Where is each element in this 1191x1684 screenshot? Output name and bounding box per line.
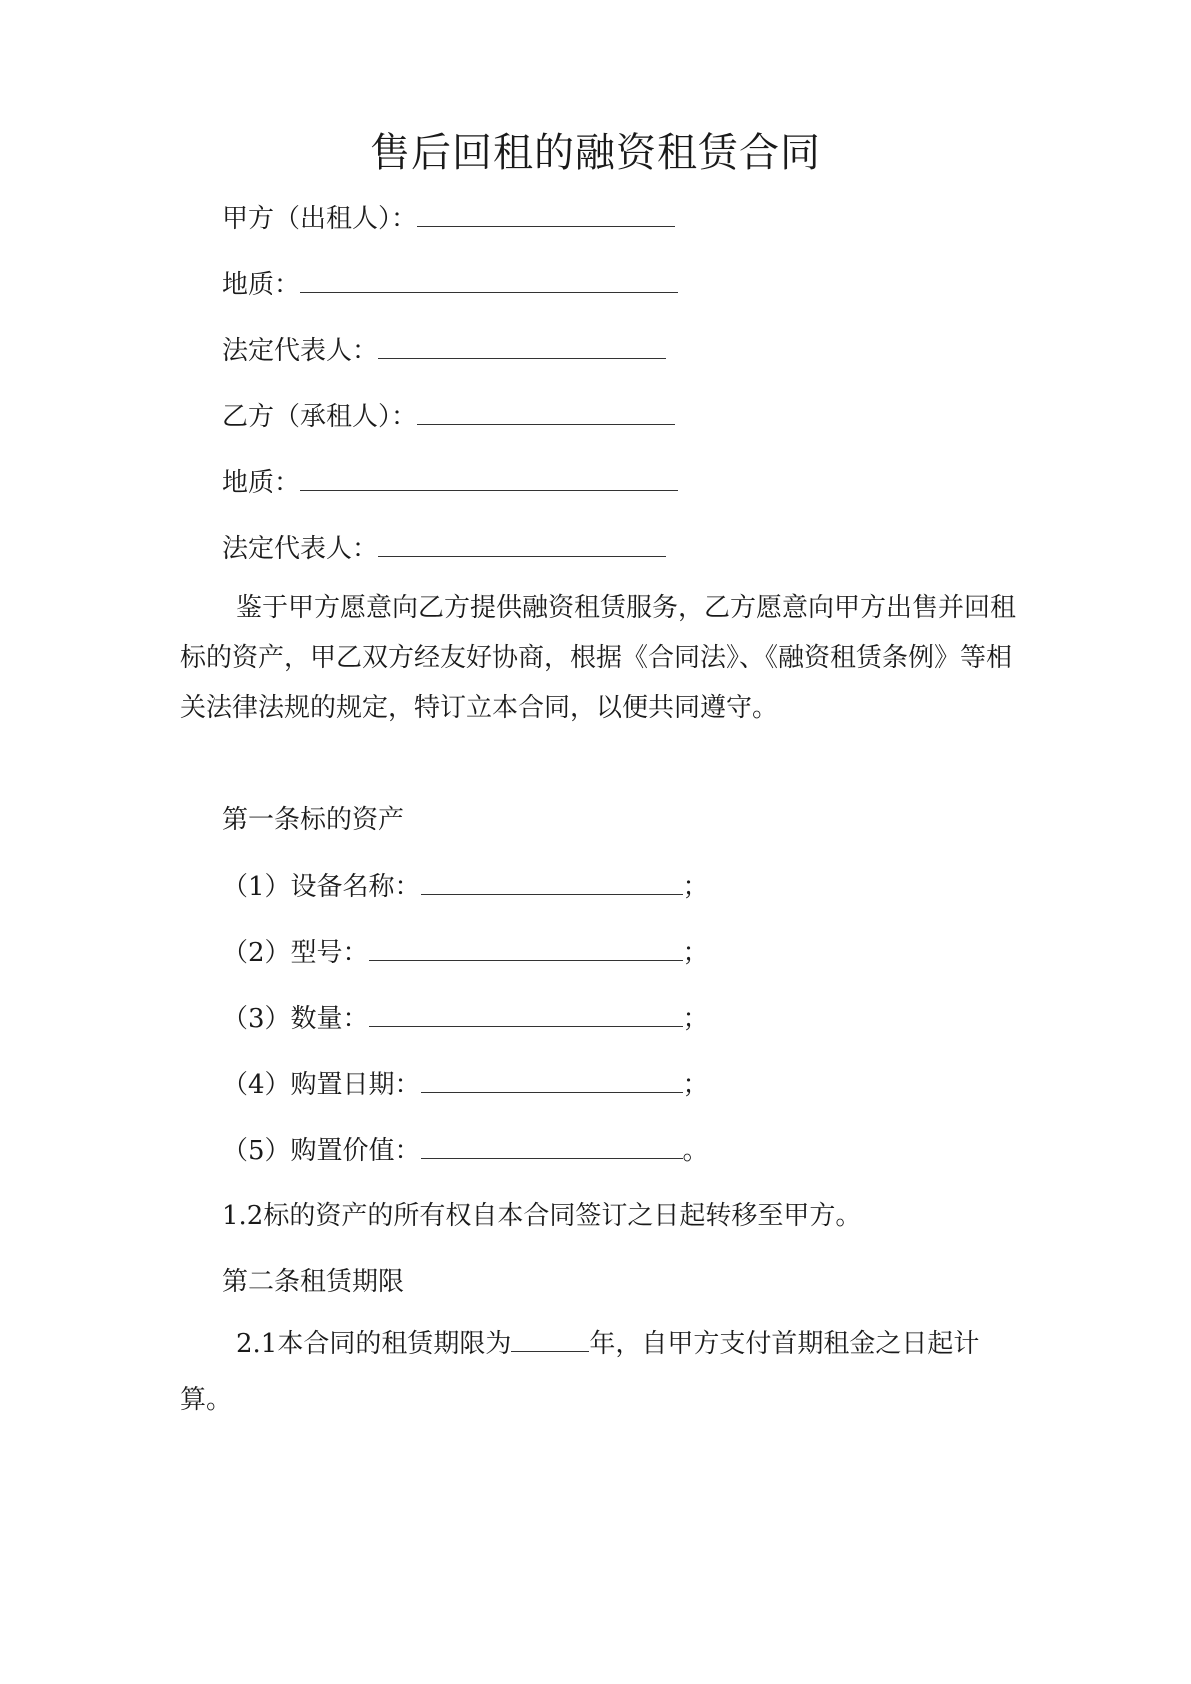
party-b-line xyxy=(222,398,675,435)
party-a-address-line xyxy=(222,266,678,303)
party-a-rep-line xyxy=(222,332,666,369)
party-a-address-label: 地质： xyxy=(222,270,301,300)
clause-2-1 xyxy=(180,1316,1020,1428)
clause-2-1-after: 年，自甲方支付首期租金之日起计算。 xyxy=(180,1329,980,1415)
party-b-address-blank[interactable] xyxy=(300,464,678,491)
party-a-label: 甲方（出租人）： xyxy=(222,204,418,234)
lease-term-blank[interactable] xyxy=(511,1325,589,1352)
item-5-blank[interactable] xyxy=(421,1132,683,1159)
item-2-label: （2）型号： xyxy=(222,938,369,968)
party-a-rep-blank[interactable] xyxy=(378,332,666,359)
item-5-label: （5）购置价值： xyxy=(222,1136,421,1166)
item-2-blank[interactable] xyxy=(369,934,683,961)
item-4-label: （4）购置日期： xyxy=(222,1070,421,1100)
item-3-end: ； xyxy=(682,1004,709,1034)
party-b-address-line xyxy=(222,464,678,501)
party-a-rep-label: 法定代表人： xyxy=(222,336,379,366)
item-1-blank[interactable] xyxy=(421,868,683,895)
party-b-label: 乙方（承租人）： xyxy=(222,402,418,432)
item-1-end: ； xyxy=(682,872,709,902)
item-2-end: ； xyxy=(682,938,709,968)
party-a-address-blank[interactable] xyxy=(300,266,678,293)
article2-heading: 第二条租赁期限 xyxy=(222,1267,405,1297)
document-title: 售后回租的融资租赁合同 xyxy=(370,130,821,176)
item-3-line xyxy=(222,1000,709,1037)
item-2-line xyxy=(222,934,709,971)
article1-heading: 第一条标的资产 xyxy=(222,805,405,835)
item-1-line xyxy=(222,868,709,905)
item-5-end: 。 xyxy=(682,1136,709,1166)
party-b-rep-label: 法定代表人： xyxy=(222,534,379,564)
party-a-blank[interactable] xyxy=(417,200,675,227)
clause-2-1-before: 2.1本合同的租赁期限为 xyxy=(236,1329,512,1359)
party-b-rep-blank[interactable] xyxy=(378,530,666,557)
party-b-address-label: 地质： xyxy=(222,468,301,498)
item-5-line xyxy=(222,1132,709,1169)
item-3-label: （3）数量： xyxy=(222,1004,369,1034)
item-4-end: ； xyxy=(682,1070,709,1100)
party-a-line xyxy=(222,200,675,237)
item-4-blank[interactable] xyxy=(421,1066,683,1093)
item-3-blank[interactable] xyxy=(369,1000,683,1027)
item-4-line xyxy=(222,1066,709,1103)
clause-1-2: 1.2标的资产的所有权自本合同签订之日起转移至甲方。 xyxy=(222,1201,862,1231)
party-b-rep-line xyxy=(222,530,666,567)
item-1-label: （1）设备名称： xyxy=(222,872,421,902)
preamble-paragraph: 鉴于甲方愿意向乙方提供融资租赁服务，乙方愿意向甲方出售并回租标的资产，甲乙双方经友好协商，根据《合同法》、《融资租赁条例》等相关法律法规的规定，特订立本合同，以便共同遵守。 xyxy=(180,593,1017,723)
party-b-blank[interactable] xyxy=(417,398,675,425)
